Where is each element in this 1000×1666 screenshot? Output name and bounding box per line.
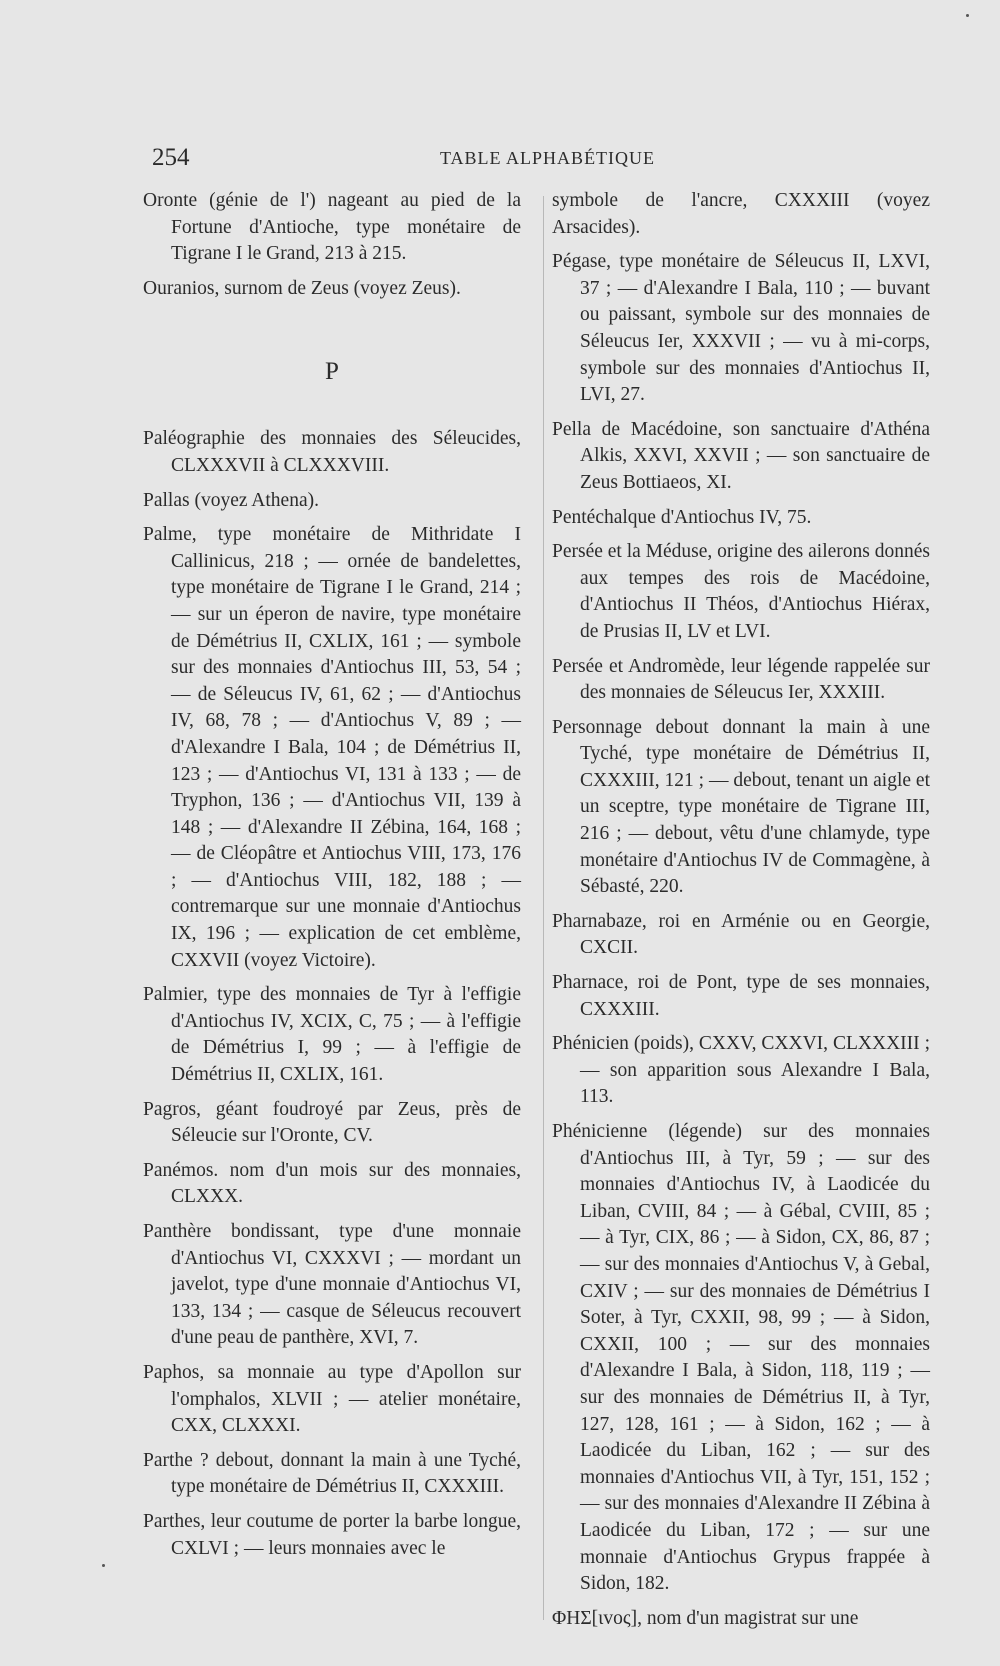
index-entry: Oronte (génie de l') nageant au pied de la Fortune d'Antioche, type monétaire de Tigrane I le Grand, 213 à 215. — [143, 190, 521, 265]
index-entry: Palmier, type des monnaies de Tyr à l'effigie d'Antiochus IV, XCIX, C, 75 ; — à l'effigie de Démétrius I, 99 ; — à l'effigie de Démétrius II, CXLIX, 161. — [143, 984, 521, 1086]
index-entry: Persée et la Méduse, origine des ailerons donnés aux tempes des rois de Macédoine, d'Antiochus II Théos, d'Antiochus Hiérax, de Prusias II, LV et LVI. — [552, 541, 930, 642]
index-entry: Pégase, type monétaire de Séleucus II, LXVI, 37 ; — d'Alexandre I Bala, 110 ; — buvant ou paissant, symbole sur des monnaies de Séleucus Ier, XXXVII ; — vu à mi-corps, symbole sur des monnaies d'Antiochus II, LVI, 27. — [552, 251, 930, 406]
index-entry: Persée et Andromède, leur légende rappelée sur des monnaies de Séleucus Ier, XXXIII. — [552, 655, 930, 704]
index-entry: Pharnabaze, roi en Arménie ou en Georgie, CXCII. — [552, 910, 930, 959]
index-entry: Panémos. nom d'un mois sur des monnaies, CLXXX. — [143, 1159, 521, 1208]
running-head: TABLE ALPHABÉTIQUE — [440, 148, 656, 168]
index-entry: Pallas (voyez Athena). — [143, 489, 319, 511]
index-entry: Paphos, sa monnaie au type d'Apollon sur l'omphalos, XLVII ; — atelier monétaire, CXX, CLXXXI. — [143, 1361, 521, 1437]
left-column — [143, 188, 521, 1570]
index-entry: Personnage debout donnant la main à une Tyché, type monétaire de Démétrius II, CXXXIII, 121 ; — debout, tenant un aigle et un sceptre, type monétaire de Tigrane III, 216 ; — debout, vêtu d'une chlamyde, type monétaire d'Antiochus IV de Commagène, à Sébasté, 220. — [552, 716, 930, 898]
index-entry: Pagros, géant foudroyé par Zeus, près de Séleucie sur l'Oronte, CV. — [143, 1098, 521, 1147]
index-entry: Pella de Macédoine, son sanctuaire d'Athéna Alkis, XXVI, XXVII ; — son sanctuaire de Zeus Bottiaeos, XI. — [552, 418, 930, 493]
index-entry: Paléographie des monnaies des Séleucides, CLXXXVII à CLXXXVIII. — [143, 428, 521, 476]
index-entry: Phénicienne (légende) sur des monnaies d'Antiochus III, à Tyr, 59 ; — sur des monnaies d'Antiochus IV, à Laodicée du Liban, CVIII, 84 ; — à Gébal, CVIII, 85 ; — à Tyr, CIX, 86 ; — à Sidon, CX, 86, 87 ; — sur des monnaies d'Antiochus V, à Gebal, CXIV ; — sur des monnaies de Démétrius I Soter, à Tyr, CXXII, 98, 99 ; — à Sidon, CXXII, 100 ; — sur des monnaies d'Alexandre I Bala, à Sidon, 118, 119 ; — sur des monnaies de Démétrius II, à Tyr, 127, 128, 161 ; — à Sidon, 162 ; — à Laodicée du Liban, 162 ; — sur des monnaies d'Antiochus VII, à Tyr, 151, 152 ; — sur des monnaies d'Alexandre II Zébina à Laodicée du Liban, 172 ; — sur une monnaie d'Antiochus Grypus frappée à Sidon, 182. — [552, 1121, 930, 1595]
index-entry: Ouranios, surnom de Zeus (voyez Zeus). — [143, 277, 461, 299]
index-entry: ΦΗΣ[ιvoς], nom d'un magistrat sur une — [552, 1607, 859, 1629]
index-entry: Panthère bondissant, type d'une monnaie d'Antiochus VI, CXXXVI ; — mordant un javelot, type d'une monnaie d'Antiochus VI, 133, 134 ; — casque de Séleucus recouvert d'une peau de panthère, XVI, 7. — [143, 1221, 521, 1349]
paper-speck — [102, 1564, 105, 1567]
index-entry: Parthes, leur coutume de porter la barbe longue, CXLVI ; — leurs monnaies avec le — [143, 1510, 521, 1559]
index-entry-continued: symbole de l'ancre, CXXXIII (voyez Arsacides). — [552, 190, 930, 238]
index-entry: Palme, type monétaire de Mithridate I Callinicus, 218 ; — ornée de bandelettes, type monétaire de Tigrane I le Grand, 214 ; — sur un éperon de navire, type monétaire de Démétrius II, CXLIX, 161 ; — symbole sur des monnaies d'Antiochus III, 53, 54 ; — de Séleucus IV, 61, 62 ; — d'Antiochus IV, 68, 78 ; — d'Antiochus V, 89 ; — d'Alexandre I Bala, 104 ; de Démétrius II, 123 ; — d'Antiochus VI, 131 à 133 ; — de Tryphon, 136 ; — d'Antiochus VII, 139 à 148 ; — d'Alexandre II Zébina, 164, 168 ; — de Cléopâtre et Antiochus VIII, 173, 176 ; — d'Antiochus VIII, 182, 188 ; — contremarque sur une monnaie d'Antiochus IX, 196 ; — explication de cet emblème, CXXVII (voyez Victoire). — [143, 524, 521, 971]
column-divider — [543, 196, 544, 1620]
index-entry: Phénicien (poids), CXXV, CXXVI, CLXXXIII ; — son apparition sous Alexandre I Bala, 113. — [552, 1033, 930, 1108]
page-number: 254 — [152, 144, 190, 171]
paper-speck — [966, 14, 969, 17]
right-column — [552, 188, 930, 1640]
index-entry: Pharnace, roi de Pont, type de ses monnaies, CXXXIII. — [552, 972, 930, 1020]
index-entry: Pentéchalque d'Antiochus IV, 75. — [552, 506, 812, 528]
index-entry: Parthe ? debout, donnant la main à une Tyché, type monétaire de Démétrius II, CXXXIII. — [143, 1449, 521, 1498]
section-letter: P — [325, 358, 339, 386]
